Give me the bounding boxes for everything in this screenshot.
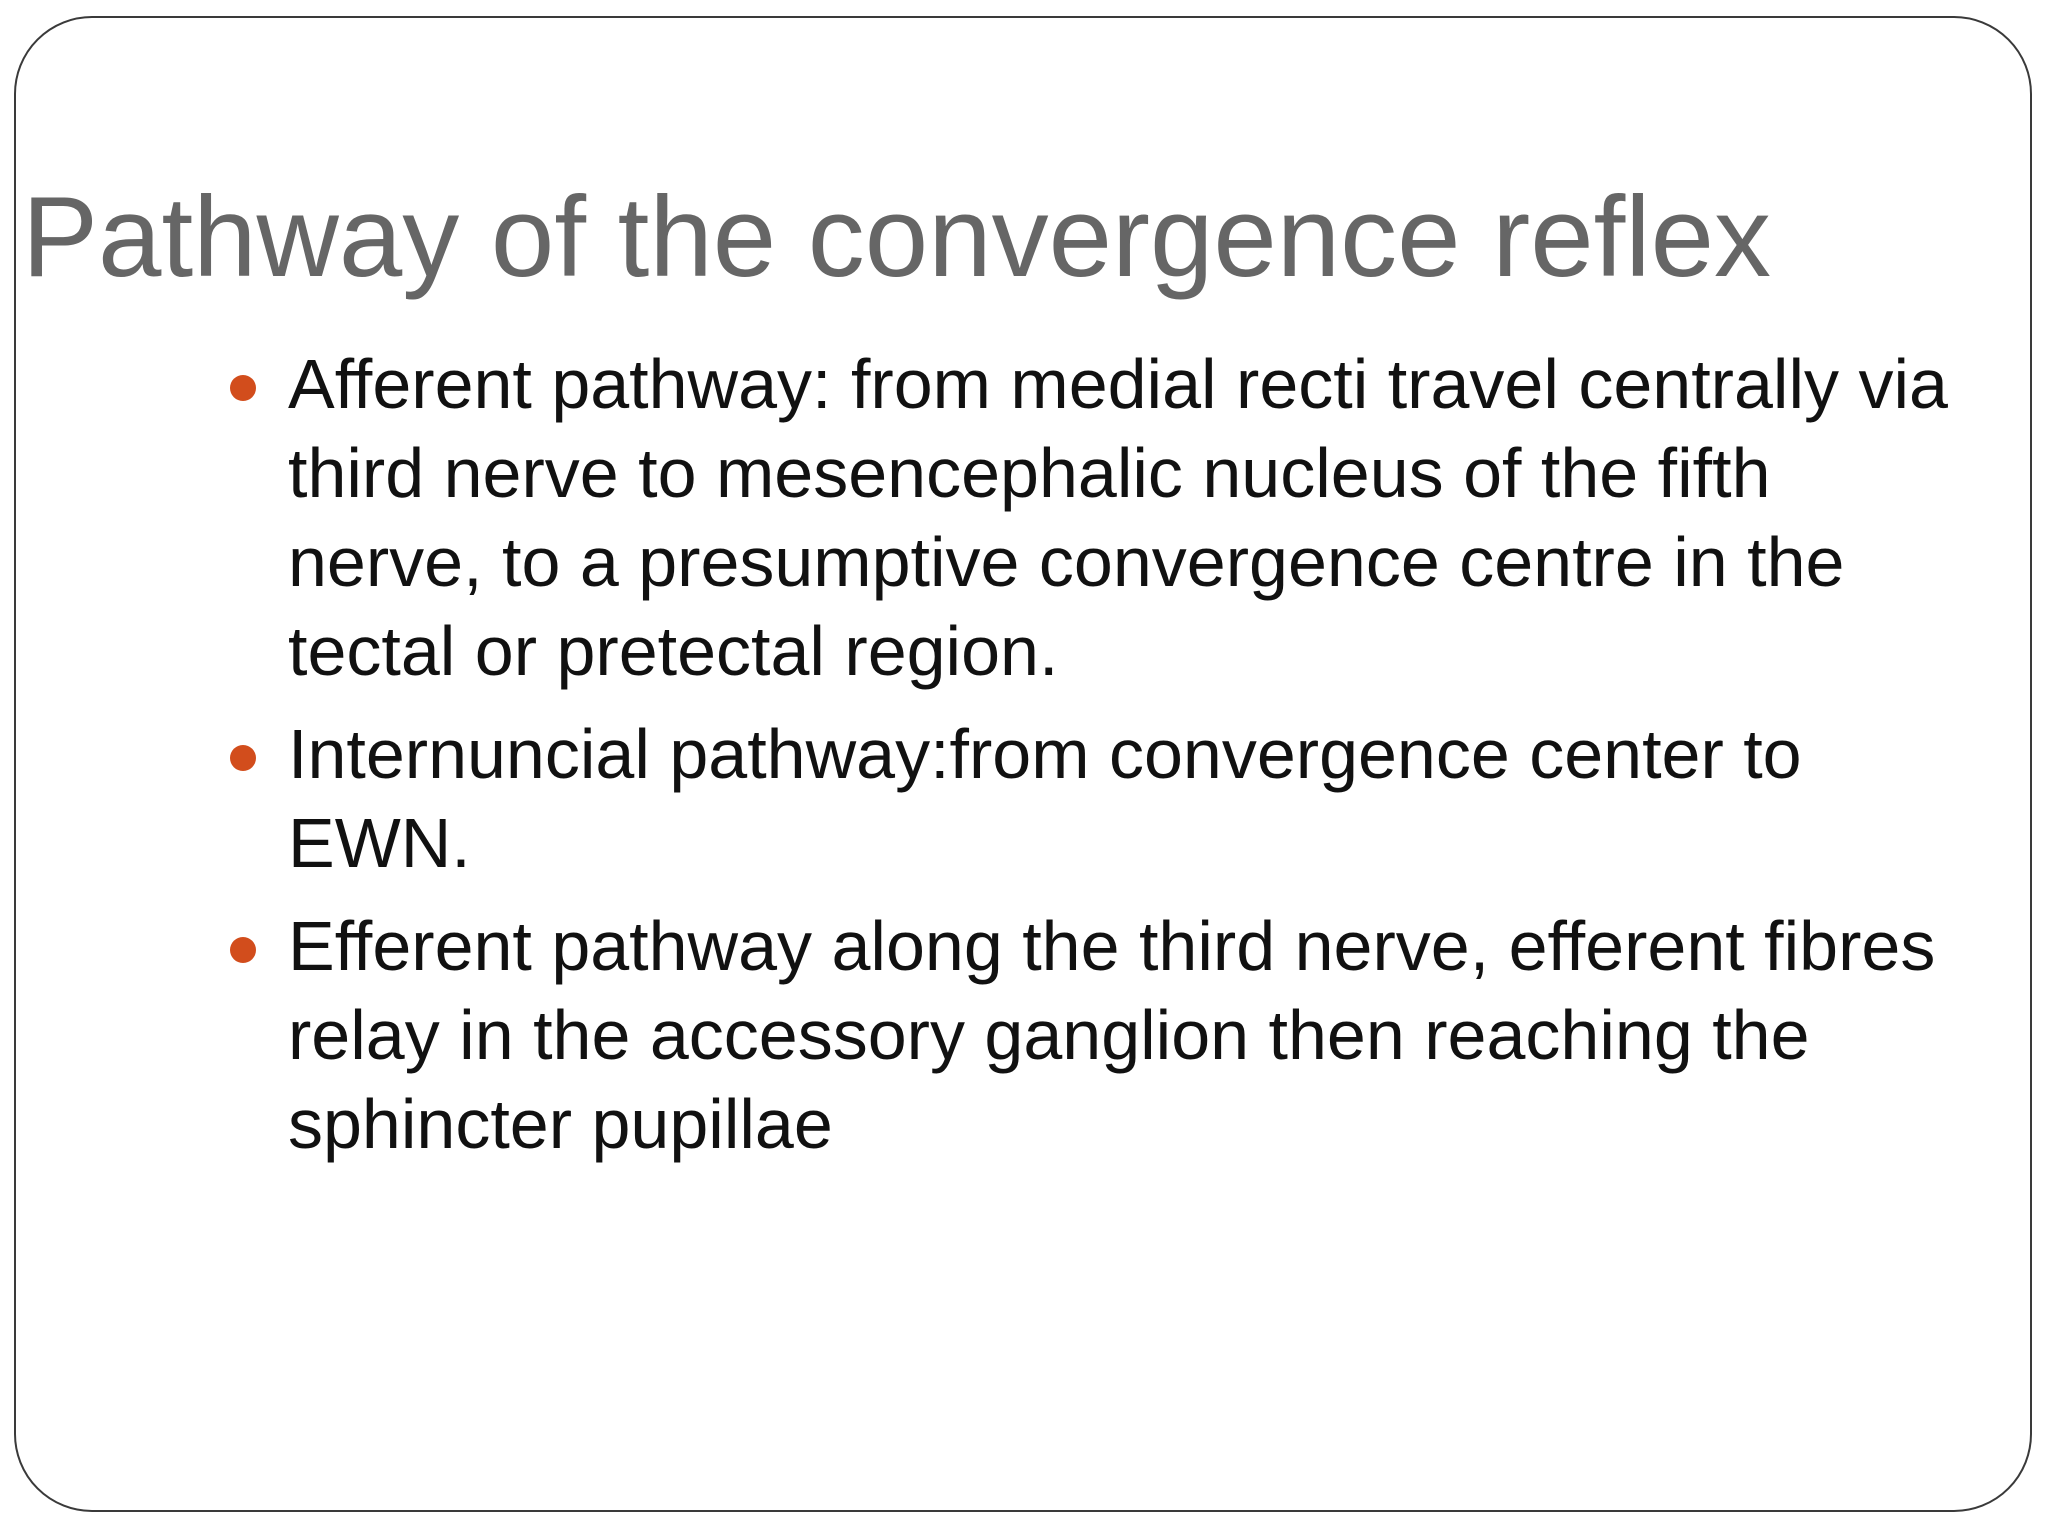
bullet-text: Internuncial pathway:from convergence center to EWN. (288, 715, 1802, 882)
bullet-item (288, 340, 1978, 696)
bullet-text: Afferent pathway: from medial recti travel centrally via third nerve to mesencephalic nucleus of the fifth nerve, to a presumptive convergence centre in the tectal or pretectal region. (288, 345, 1948, 690)
slide-title: Pathway of the convergence reflex (22, 174, 1772, 301)
bullet-list (288, 340, 1978, 1183)
bullet-dot-icon (230, 937, 256, 963)
bullet-item (288, 710, 1978, 888)
bullet-item (288, 902, 1978, 1169)
bullet-text: Efferent pathway along the third nerve, efferent fibres relay in the accessory ganglion then reaching the sphincter pupillae (288, 907, 1936, 1163)
bullet-dot-icon (230, 375, 256, 401)
bullet-dot-icon (230, 745, 256, 771)
